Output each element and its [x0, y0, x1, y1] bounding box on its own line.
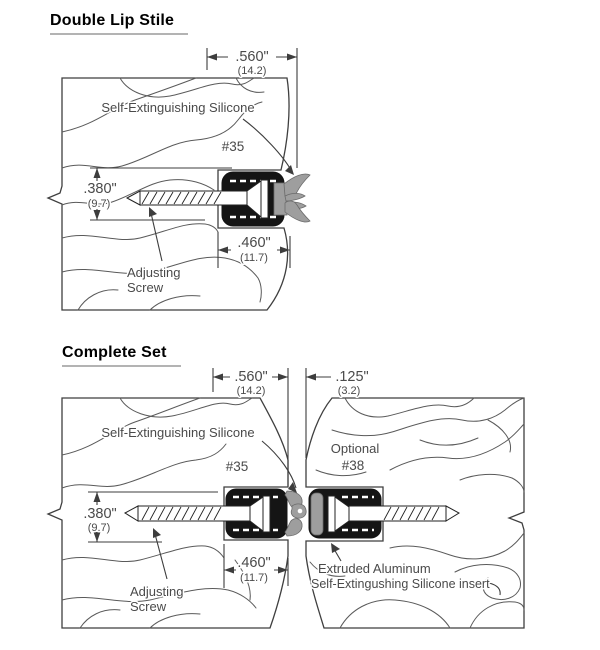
dim-width-mm: (14.2): [237, 65, 267, 77]
label-adjusting: Adjusting: [127, 265, 181, 280]
label-part-35-set: #35: [225, 459, 249, 474]
label-silicone-insert: Self-Extingushing Silicone insert: [311, 577, 490, 591]
diagram-complete-set: [48, 368, 524, 628]
label-part-35: #35: [221, 139, 245, 154]
label-part-38: #38: [341, 458, 365, 473]
label-optional: Optional: [330, 441, 380, 456]
label-screw: Screw: [127, 280, 164, 295]
label-silicone-set: Self-Extinguishing Silicone: [101, 425, 255, 440]
dim-height-inches-set: .380": [83, 506, 117, 522]
label-silicone: Self-Extinguishing Silicone: [101, 100, 255, 115]
dim-height-mm-set: (9.7): [87, 522, 111, 534]
section-title-complete-set: Complete Set: [62, 344, 181, 367]
dim-height-inches: .380": [83, 181, 117, 197]
dim-height-mm: (9.7): [87, 198, 111, 210]
section-title-double-lip-stile: Double Lip Stile: [50, 12, 188, 35]
label-extruded-aluminum: Extruded Aluminum: [318, 561, 431, 576]
dim-inset-inches: .460": [237, 235, 271, 251]
dim-gap-mm: (3.2): [337, 385, 361, 397]
dim-inset-mm-set: (11.7): [240, 572, 268, 584]
dim-width-mm-set: (14.2): [236, 385, 266, 397]
label-adjusting-set: Adjusting: [130, 584, 184, 599]
dim-width-inches: .560": [235, 49, 269, 65]
silicone-insert: [311, 493, 323, 535]
dim-inset-inches-set: .460": [237, 555, 271, 571]
dim-gap-inches: .125": [335, 369, 369, 385]
silicone-leader-arrow: [285, 165, 294, 175]
silicone-lips-compressed: [285, 491, 306, 536]
label-screw-set: Screw: [130, 599, 167, 614]
dim-inset-mm: (11.7): [240, 252, 268, 264]
diagram-double-lip-stile: [48, 48, 310, 310]
dim-width-inches-set: .560": [234, 369, 268, 385]
